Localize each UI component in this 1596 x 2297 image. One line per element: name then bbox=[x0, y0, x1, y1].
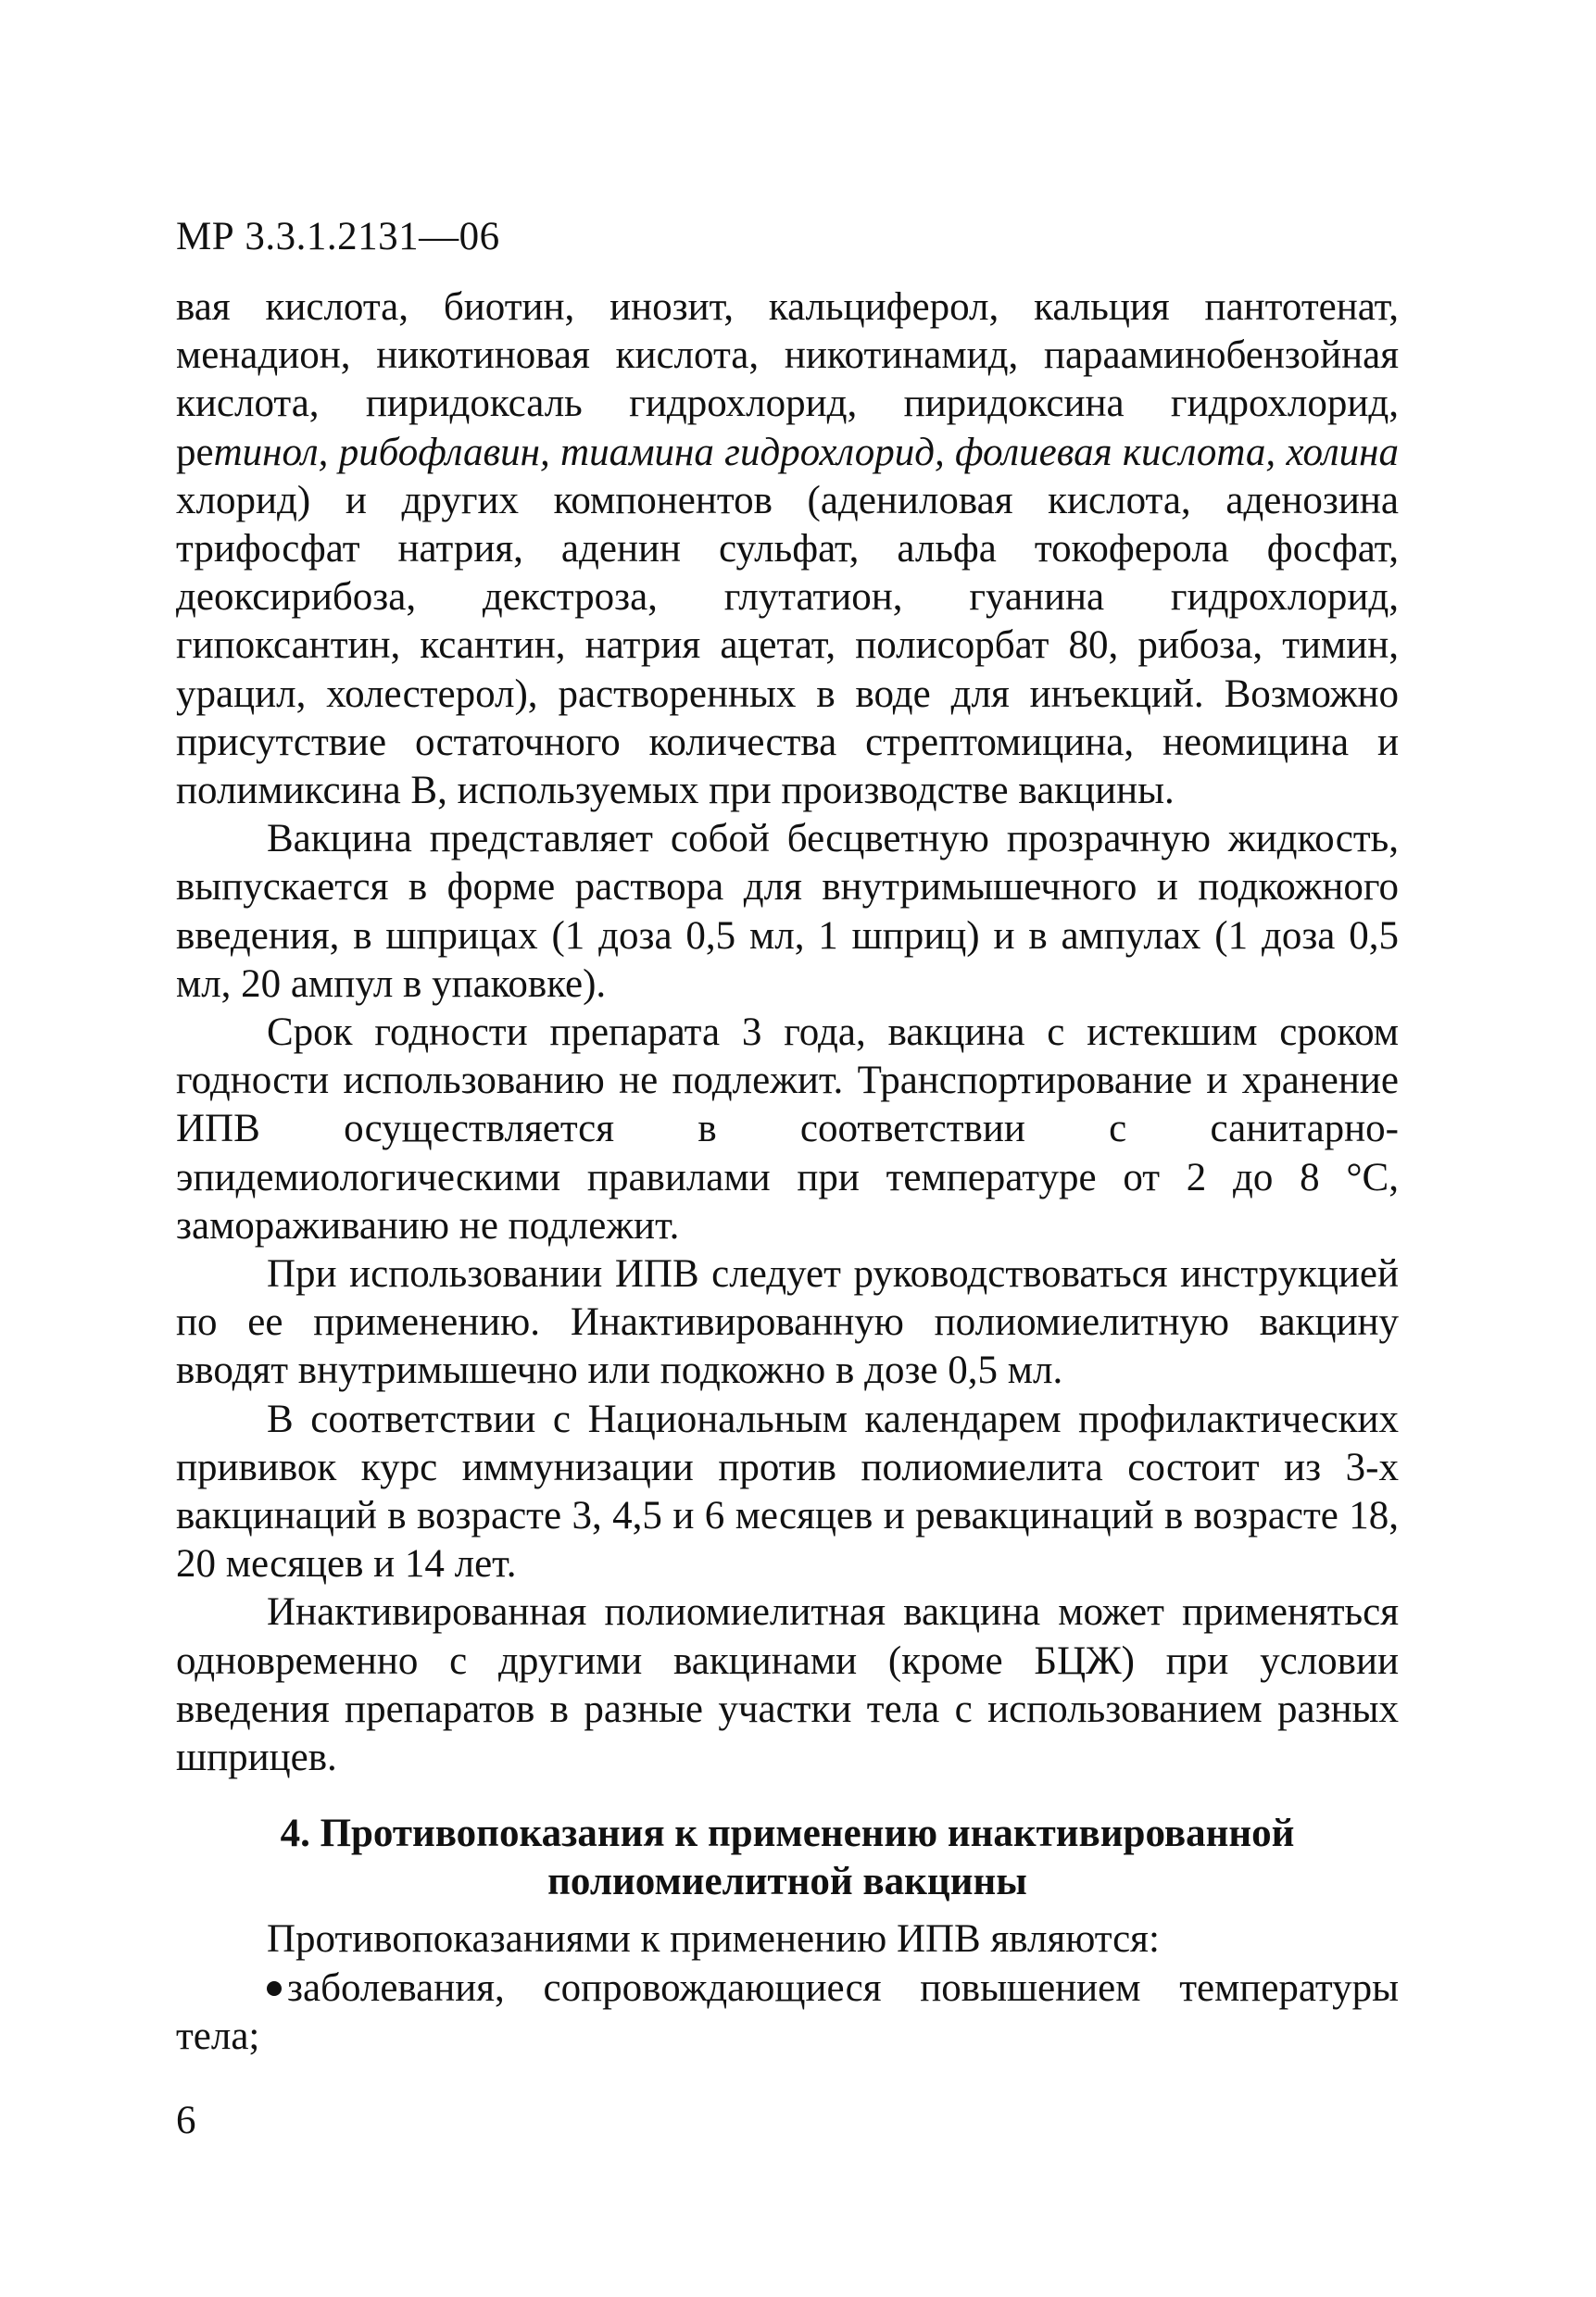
paragraph-shelf-life: Срок годности препарата 3 года, вакцина с истекшим сроком годности использованию не подлежит. Транспортирование и хранение ИПВ осуществляется в соответствии с санитарно-эпидемиологическими правилами при температуре от 2 до 8 °С, замораживанию не подлежит. bbox=[176, 1010, 1399, 1248]
paragraph-vaccine-description: Вакцина представляет собой бесцветную прозрачную жидкость, выпускается в форме раствора для внутримышечного и подкожного введения, в шприцах (1 доза 0,5 мл, 1 шприц) и в ампулах (1 доза 0,5 мл, 20 ампул в упаковке). bbox=[176, 817, 1399, 1006]
page-body bbox=[176, 283, 1399, 2061]
list-item bbox=[176, 1964, 1399, 2061]
bullet-icon bbox=[267, 1981, 282, 1996]
continuation-text-start: вая кислота, биотин, инозит, кальциферол, кальция пантотенат, менадион, никотиновая кислота, никотинамид, парааминобензойная кислота, пиридоксаль гидрохлорид, пиридоксина гидрохлорид, ре bbox=[176, 285, 1399, 474]
document-code-header: МР 3.3.1.2131—06 bbox=[176, 215, 500, 258]
contraindications-intro: Противопоказаниями к применению ИПВ являются: bbox=[267, 1917, 1160, 1962]
paragraph-concomitant-use: Инактивированная полиомиелитная вакцина может применяться одновременно с другими вакцинами (кроме БЦЖ) при условии введения препаратов в разные участки тела с использованием разных шприцев. bbox=[176, 1590, 1399, 1780]
continuation-italic-text: тинол, рибофлавин, тиамина гидрохлорид, фолиевая кислота, холина bbox=[213, 430, 1399, 474]
continuation-text-end: хлорид) и других компонентов (адениловая кислота, аденозина трифосфат натрия, аденин сульфат, альфа токоферола фосфат, деоксирибоза, декстроза, глутатион, гуанина гидрохлорид, гипоксантин, ксантин, натрия ацетат, полисорбат 80, рибоза, тимин, урацил, холестерол), растворенных в воде для инъекций. Возможно присутствие остаточного количества стрептомицина, неомицина и полимиксина В, используемых при производстве вакцины. bbox=[176, 478, 1399, 813]
section-heading-line-1: 4. Противопоказания к применению инактивированной bbox=[280, 1812, 1295, 1856]
continuation-paragraph bbox=[176, 283, 1399, 815]
paragraph-immunization-schedule: В соответствии с Национальным календарем профилактических прививок курс иммунизации против полиомиелита состоит из 3-х вакцинаций в возрасте 3, 4,5 и 6 месяцев и ревакцинаций в возрасте 18, 20 месяцев и 14 лет. bbox=[176, 1397, 1399, 1587]
section-heading-line-2: полиомиелитной вакцины bbox=[547, 1860, 1027, 1904]
bullet-item-text: заболевания, сопровождающиеся повышением температуры тела; bbox=[176, 1965, 1399, 2058]
page-number: 6 bbox=[176, 2099, 196, 2142]
section-heading-contraindications bbox=[176, 1810, 1399, 1906]
paragraph-administration: При использовании ИПВ следует руководствоваться инструкцией по ее применению. Инактивированную полиомиелитную вакцину вводят внутримышечно или подкожно в дозе 0,5 мл. bbox=[176, 1252, 1399, 1393]
